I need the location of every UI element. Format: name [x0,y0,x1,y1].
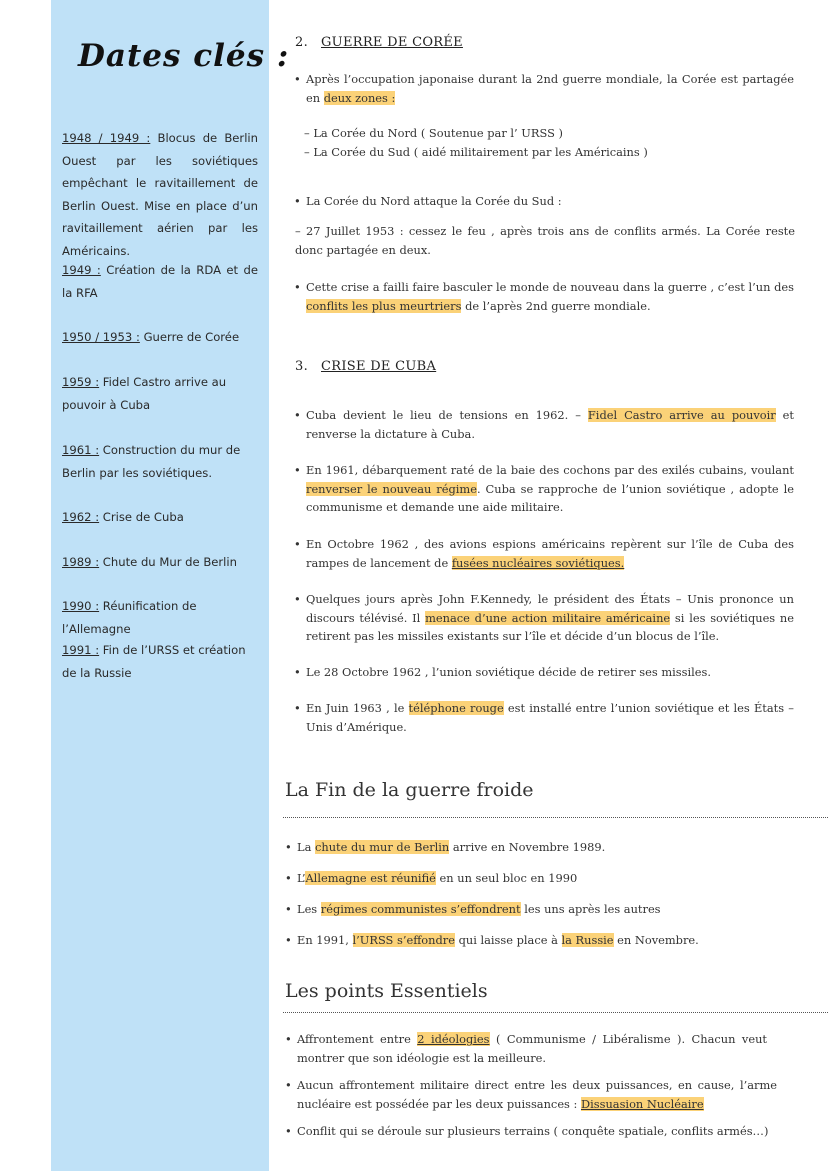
date-entry-1962 [62,506,258,529]
bullet-text: L’ [297,871,306,885]
bullet-text: Après l’occupation japonaise durant la 2nd guerre mondiale, la Corée est partagée en [306,72,794,105]
bullet-dot: • [294,701,301,715]
bullet-cuba-5 [294,663,794,682]
bullet-dot: • [294,280,301,294]
bullet-dot: • [294,194,301,208]
date-key: 1959 : [62,375,100,389]
highlight: chute du mur de Berlin [314,840,450,854]
bullet-text: ( Communisme / Libéralisme ). Chacun veut montrer que son idéologie est la meilleure. [297,1032,767,1065]
section-title: GUERRE DE CORÉE [321,35,463,50]
bullet-text: et renverse la dictature à Cuba. [306,408,794,441]
bullet-coree-2 [294,192,794,211]
highlight: 2 idéologies [417,1032,490,1046]
bullet-text: En 1991, [297,933,353,947]
bullet-text: La Corée du Nord attaque la Corée du Sud : [306,194,562,208]
date-entry-1949 [62,259,258,304]
bullet-text: en un seul bloc en 1990 [435,871,578,885]
bullet-points-1 [285,1030,767,1067]
dotted-divider [283,817,828,818]
section-heading-coree [295,35,463,50]
bullet-points-2 [285,1076,777,1113]
bullet-text: les uns après les autres [520,902,661,916]
date-key: 1989 : [62,555,100,569]
highlight: l’URSS s’effondre [352,933,455,947]
highlight: la Russie [561,933,614,947]
bullet-text: Quelques jours après John F.Kennedy, le président des États – Unis prononce un discours télévisé. Il [306,592,794,625]
bullet-dot: • [285,1078,292,1092]
date-entry-1948 [62,127,258,262]
bullet-dot: • [285,840,292,854]
bullet-text: En Juin 1963 , le [306,701,409,715]
bullet-cuba-1 [294,406,794,443]
bullet-text: Aucun affrontement militaire direct entre les deux puissances, en cause, l’arme nucléaire est possédée par les deux puissances : [297,1078,777,1111]
date-text: Blocus de Berlin Ouest par les soviétiques empêchant le ravitaillement de Berlin Ouest. Mise en place d’un ravitaillement aérien par les Américains. [62,131,258,258]
date-entry-1950 [62,326,258,349]
date-text: Fidel Castro arrive au pouvoir à Cuba [62,375,227,412]
date-key: 1949 : [62,263,101,277]
bullet-text: Cette crise a failli faire basculer le monde de nouveau dans la guerre , c’est l’un des [306,280,794,294]
heading-points-essentiels: Les points Essentiels [285,980,488,1002]
bullet-text: La [297,840,315,854]
bullet-fin-2 [285,869,797,888]
bullet-dot: • [294,592,301,606]
bullet-text: de l’après 2nd guerre mondiale. [461,298,651,313]
bullet-dot: • [294,665,301,679]
bullet-text: En Octobre 1962 , des avions espions américains repèrent sur l’île de Cuba des rampes de lancement de [306,537,794,570]
bullet-cuba-2 [294,461,795,517]
section-number: 2. [295,35,309,50]
highlight: Allemagne est réunifié [305,871,436,885]
date-text: Guerre de Corée [139,330,240,344]
date-key: 1991 : [62,643,100,657]
bullet-dot: • [285,871,292,885]
sidebar-title: Dates clés : [78,38,290,74]
bullet-dot: • [285,933,292,947]
bullet-text: qui laisse place à [454,933,562,947]
bullet-dot: • [294,72,301,86]
date-key: 1948 / 1949 : [62,131,151,145]
bullet-fin-1 [285,838,797,857]
date-text: Construction du mur de Berlin par les soviétiques. [62,443,241,480]
bullet-dot: • [294,463,301,477]
bullet-cuba-6 [294,699,794,736]
date-text: Création de la RDA et de la RFA [62,263,258,300]
bullet-coree-1 [294,70,794,107]
highlight: téléphone rouge [408,701,504,715]
date-entry-1959 [62,371,258,416]
bullet-coree-3 [294,278,794,315]
section-number: 3. [295,359,309,374]
bullet-dot: • [285,1032,292,1046]
section-title: CRISE DE CUBA [321,359,437,374]
bullet-points-3 [285,1122,797,1141]
bullet-dot: • [285,1124,292,1138]
bullet-text: est installé entre l’union soviétique et les États – Unis d’Amérique. [306,701,794,734]
bullet-text: Conflit qui se déroule sur plusieurs terrains ( conquête spatiale, conflits armés…) [297,1124,769,1138]
bullet-text: Le 28 Octobre 1962 , l’union soviétique décide de retirer ses missiles. [306,665,711,679]
highlight: renverser le nouveau régime [306,481,477,496]
bullet-dot: • [294,537,301,551]
coree-juillet: – 27 Juillet 1953 : cessez le feu , après trois ans de conflits armés. La Corée reste donc partagée en deux. [295,224,795,257]
highlight: fusées nucléaires soviétiques. [451,555,625,570]
bullet-text: . Cuba se rapproche de l’union soviétique , adopte le communisme et demande une aide militaire. [306,481,795,514]
highlight: menace d’une action militaire américaine [425,610,671,625]
date-text: Fin de l’URSS et création de la Russie [62,643,246,680]
coree-nord: – La Corée du Nord ( Soutenue par l’ URSS ) [304,126,563,140]
heading-fin-guerre-froide: La Fin de la guerre froide [285,779,534,801]
date-entry-1989 [62,551,258,574]
highlight: conflits les plus meurtriers [306,298,462,313]
date-key: 1990 : [62,599,100,613]
dotted-divider [283,1012,828,1013]
date-text: Chute du Mur de Berlin [99,555,237,569]
bullet-cuba-4 [294,590,795,646]
highlight: régimes communistes s’effondrent [320,902,521,916]
coree-sud: – La Corée du Sud ( aidé militairement par les Américains ) [304,145,648,159]
date-key: 1961 : [62,443,100,457]
date-text: Crise de Cuba [99,510,184,524]
bullet-cuba-3 [294,535,794,572]
bullet-text: si les soviétiques ne retirent pas les missiles existants sur l’île et décide d’un blocus de l’île. [306,610,795,643]
bullet-dot: • [294,408,301,422]
bullet-text: Cuba devient le lieu de tensions en 1962. – [306,408,588,422]
date-text: Réunification de l’Allemagne [62,599,197,636]
highlight: deux zones : [323,90,396,105]
bullet-text: en Novembre. [613,933,699,947]
date-entry-1991 [62,639,258,684]
date-entry-1961 [62,439,258,484]
date-entry-1990 [62,595,258,640]
date-key: 1950 / 1953 : [62,330,140,344]
section-heading-cuba [295,359,436,374]
bullet-text: Affrontement entre [297,1032,418,1046]
bullet-text: arrive en Novembre 1989. [449,840,606,854]
bullet-dot: • [285,902,292,916]
bullet-text: En 1961, débarquement raté de la baie des cochons par des exilés cubains, voulant [306,463,794,477]
bullet-fin-3 [285,900,797,919]
bullet-fin-4 [285,931,797,950]
highlight: Fidel Castro arrive au pouvoir [587,408,776,422]
bullet-text: Les [297,902,321,916]
highlight: Dissuasion Nucléaire [580,1096,704,1111]
date-key: 1962 : [62,510,100,524]
